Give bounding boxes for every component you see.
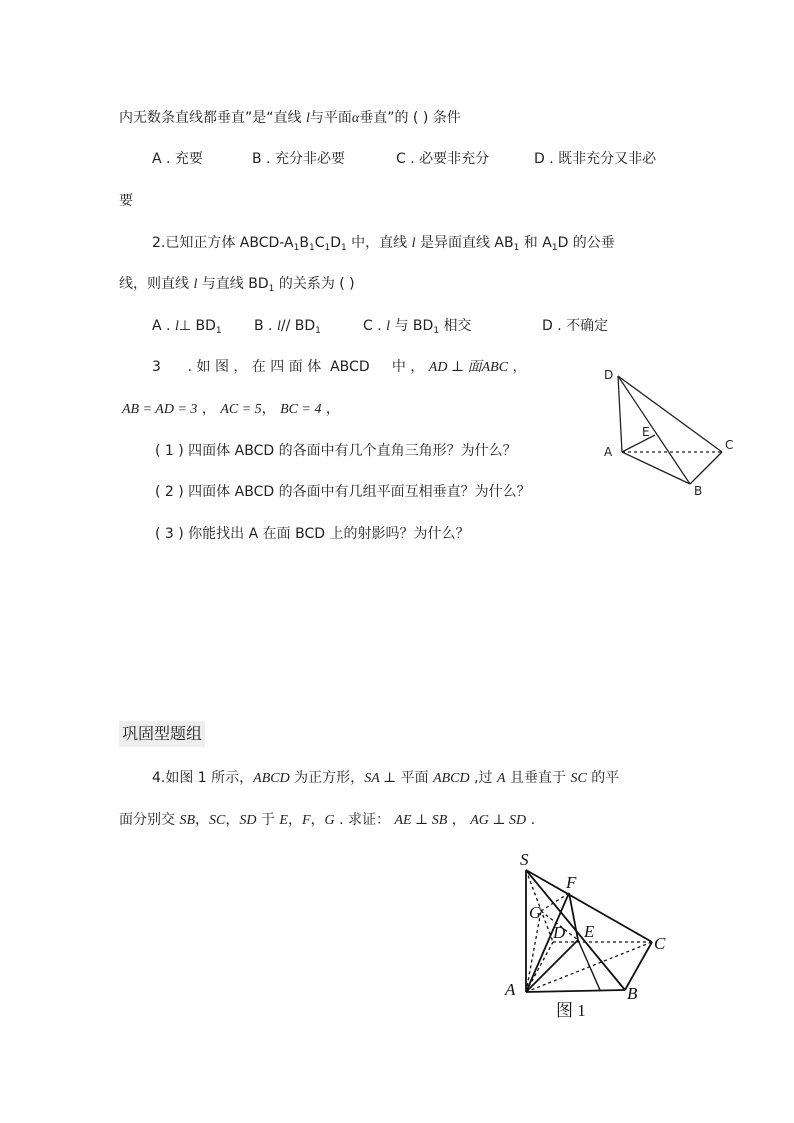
q2-opt-text: 相交 <box>439 318 472 334</box>
q4-math: SD <box>239 813 257 828</box>
q4-text: 面分别交 <box>119 812 180 828</box>
q4-math: AG ⊥ SD <box>470 813 527 828</box>
q1-var-l: l <box>305 111 310 126</box>
q2-var-l: l <box>193 277 198 292</box>
q2-var-l: l <box>276 319 281 334</box>
q2-sub: 1 <box>315 326 321 336</box>
q2-text: 与直线 BD <box>197 276 269 292</box>
q3-subquestion-3: ( 3 ) 你能找出 A 在面 BCD 上的射影吗？为什么？ <box>155 526 470 542</box>
q4-math: E <box>279 813 288 828</box>
q4-text: 为正方形， <box>289 770 365 786</box>
q4-math: G <box>324 813 335 828</box>
label-d: D <box>604 368 614 382</box>
segment-ef <box>569 893 578 940</box>
q2-opt-text: C . <box>363 318 387 334</box>
q2-sub: 1 <box>293 243 300 253</box>
label-a: A <box>505 980 516 999</box>
q2-sub: 1 <box>341 243 347 253</box>
q1-var-alpha: α <box>351 111 360 126</box>
q4-text: 4.如图 1 所示， <box>152 770 254 786</box>
q2-opt-text: B . <box>254 318 277 334</box>
q4-text: . <box>526 812 536 828</box>
q4-text: 于 <box>256 812 280 828</box>
label-b: B <box>694 484 703 498</box>
q2-var-l: l <box>386 319 391 334</box>
q2-text: 和 A <box>519 235 552 251</box>
q1-option-c: C . 必要非充分 <box>396 151 490 167</box>
q3-math: AB = AD = 3 <box>122 402 198 417</box>
q2-opt-text: // BD <box>280 318 316 334</box>
q3-subquestion-1: ( 1 ) 四面体 ABCD 的各面中有几个直角三角形？为什么？ <box>155 443 517 459</box>
label-a: A <box>604 445 613 459</box>
q4-text: ,过 <box>469 770 497 786</box>
q2-text: 线，则直线 <box>119 276 194 292</box>
q4-text: 的平 <box>586 770 620 786</box>
q4-math: A <box>496 771 506 786</box>
q4-text: 且垂直于 <box>505 770 571 786</box>
q2-opt-text: A . <box>152 318 175 334</box>
q4-math: ABCD <box>253 771 290 786</box>
label-c: C <box>725 438 734 452</box>
q4-math: SA ⊥ <box>364 771 397 786</box>
q3-text: 3 . 如 图 ， 在 四 面 体 ABCD 中 ， <box>152 359 429 375</box>
section-title: 巩固型题组 <box>119 721 205 747</box>
q2-text: D <box>330 235 341 251</box>
q2-text: 中，直线 <box>346 235 412 251</box>
q2-option-d: D . 不确定 <box>542 318 609 334</box>
q3-math: AC = 5 <box>220 402 262 417</box>
q2-sub: 1 <box>513 243 520 253</box>
q4-math: SC <box>209 813 226 828</box>
q4-text: ， <box>225 812 240 828</box>
q3-text: ， <box>508 359 527 375</box>
q4-text: ， <box>195 812 210 828</box>
q4-math: ABCD <box>433 771 470 786</box>
q3-math: AD ⊥ 面ABC <box>428 360 509 375</box>
q3-text: ， <box>197 401 221 417</box>
q2-opt-text: ⊥ BD <box>178 318 216 334</box>
q2-sub: 1 <box>268 284 275 294</box>
q2-text: D 的公垂 <box>557 235 615 251</box>
edge-ab <box>526 990 625 992</box>
label-s: S <box>520 850 529 869</box>
q4-math: SB <box>179 813 196 828</box>
q3-math: BC = 4 <box>280 402 322 417</box>
figure-caption: 图 1 <box>556 1001 586 1020</box>
q4-math: AE ⊥ SB <box>394 813 448 828</box>
q2-text: C <box>314 235 325 251</box>
q1-text: 内无数条直线都垂直”是“直线 <box>119 110 306 126</box>
label-d: D <box>553 923 566 942</box>
q4-text: ， <box>310 812 325 828</box>
q1-option-d-wrap: 要 <box>119 193 133 209</box>
q1-text: 垂直”的 ( ) 条件 <box>359 110 461 126</box>
q4-text: ， <box>287 812 302 828</box>
label-f: F <box>566 873 577 892</box>
q2-sub: 1 <box>551 243 558 253</box>
q2-text: 2.已知正方体 ABCD-A <box>152 235 294 251</box>
q2-var-l: l <box>174 319 179 334</box>
q3-text: ， <box>321 401 340 417</box>
q1-option-b: B . 充分非必要 <box>252 151 345 167</box>
q4-text: . 求证： <box>334 812 395 828</box>
q4-text: 平面 <box>396 770 434 786</box>
q2-text: 是异面直线 AB <box>415 235 514 251</box>
q4-math: SC <box>570 771 587 786</box>
q1-option-d: D . 既非充分又非必 <box>534 151 657 167</box>
label-e: E <box>642 425 650 439</box>
q1-option-a: A . 充要 <box>152 151 203 167</box>
q3-subquestion-2: ( 2 ) 四面体 ABCD 的各面中有几组平面互相垂直？为什么？ <box>155 484 531 500</box>
label-g: G <box>529 903 542 922</box>
q2-var-l: l <box>411 236 416 251</box>
q4-text: ， <box>447 812 471 828</box>
q2-sub: 1 <box>324 243 331 253</box>
q4-math: F <box>301 813 311 828</box>
label-e: E <box>584 922 595 941</box>
q2-text: B <box>299 235 309 251</box>
label-b: B <box>627 984 638 1003</box>
edge-bc <box>625 942 652 990</box>
q2-sub: 1 <box>433 326 440 336</box>
q2-sub: 1 <box>308 243 315 253</box>
q2-text: 的关系为 ( ) <box>274 276 355 292</box>
q2-opt-text: 与 BD <box>390 318 434 334</box>
label-c: C <box>654 934 666 953</box>
q2-sub: 1 <box>215 326 222 336</box>
q1-text: 与平面 <box>309 110 352 126</box>
q3-text: ， <box>261 401 281 417</box>
